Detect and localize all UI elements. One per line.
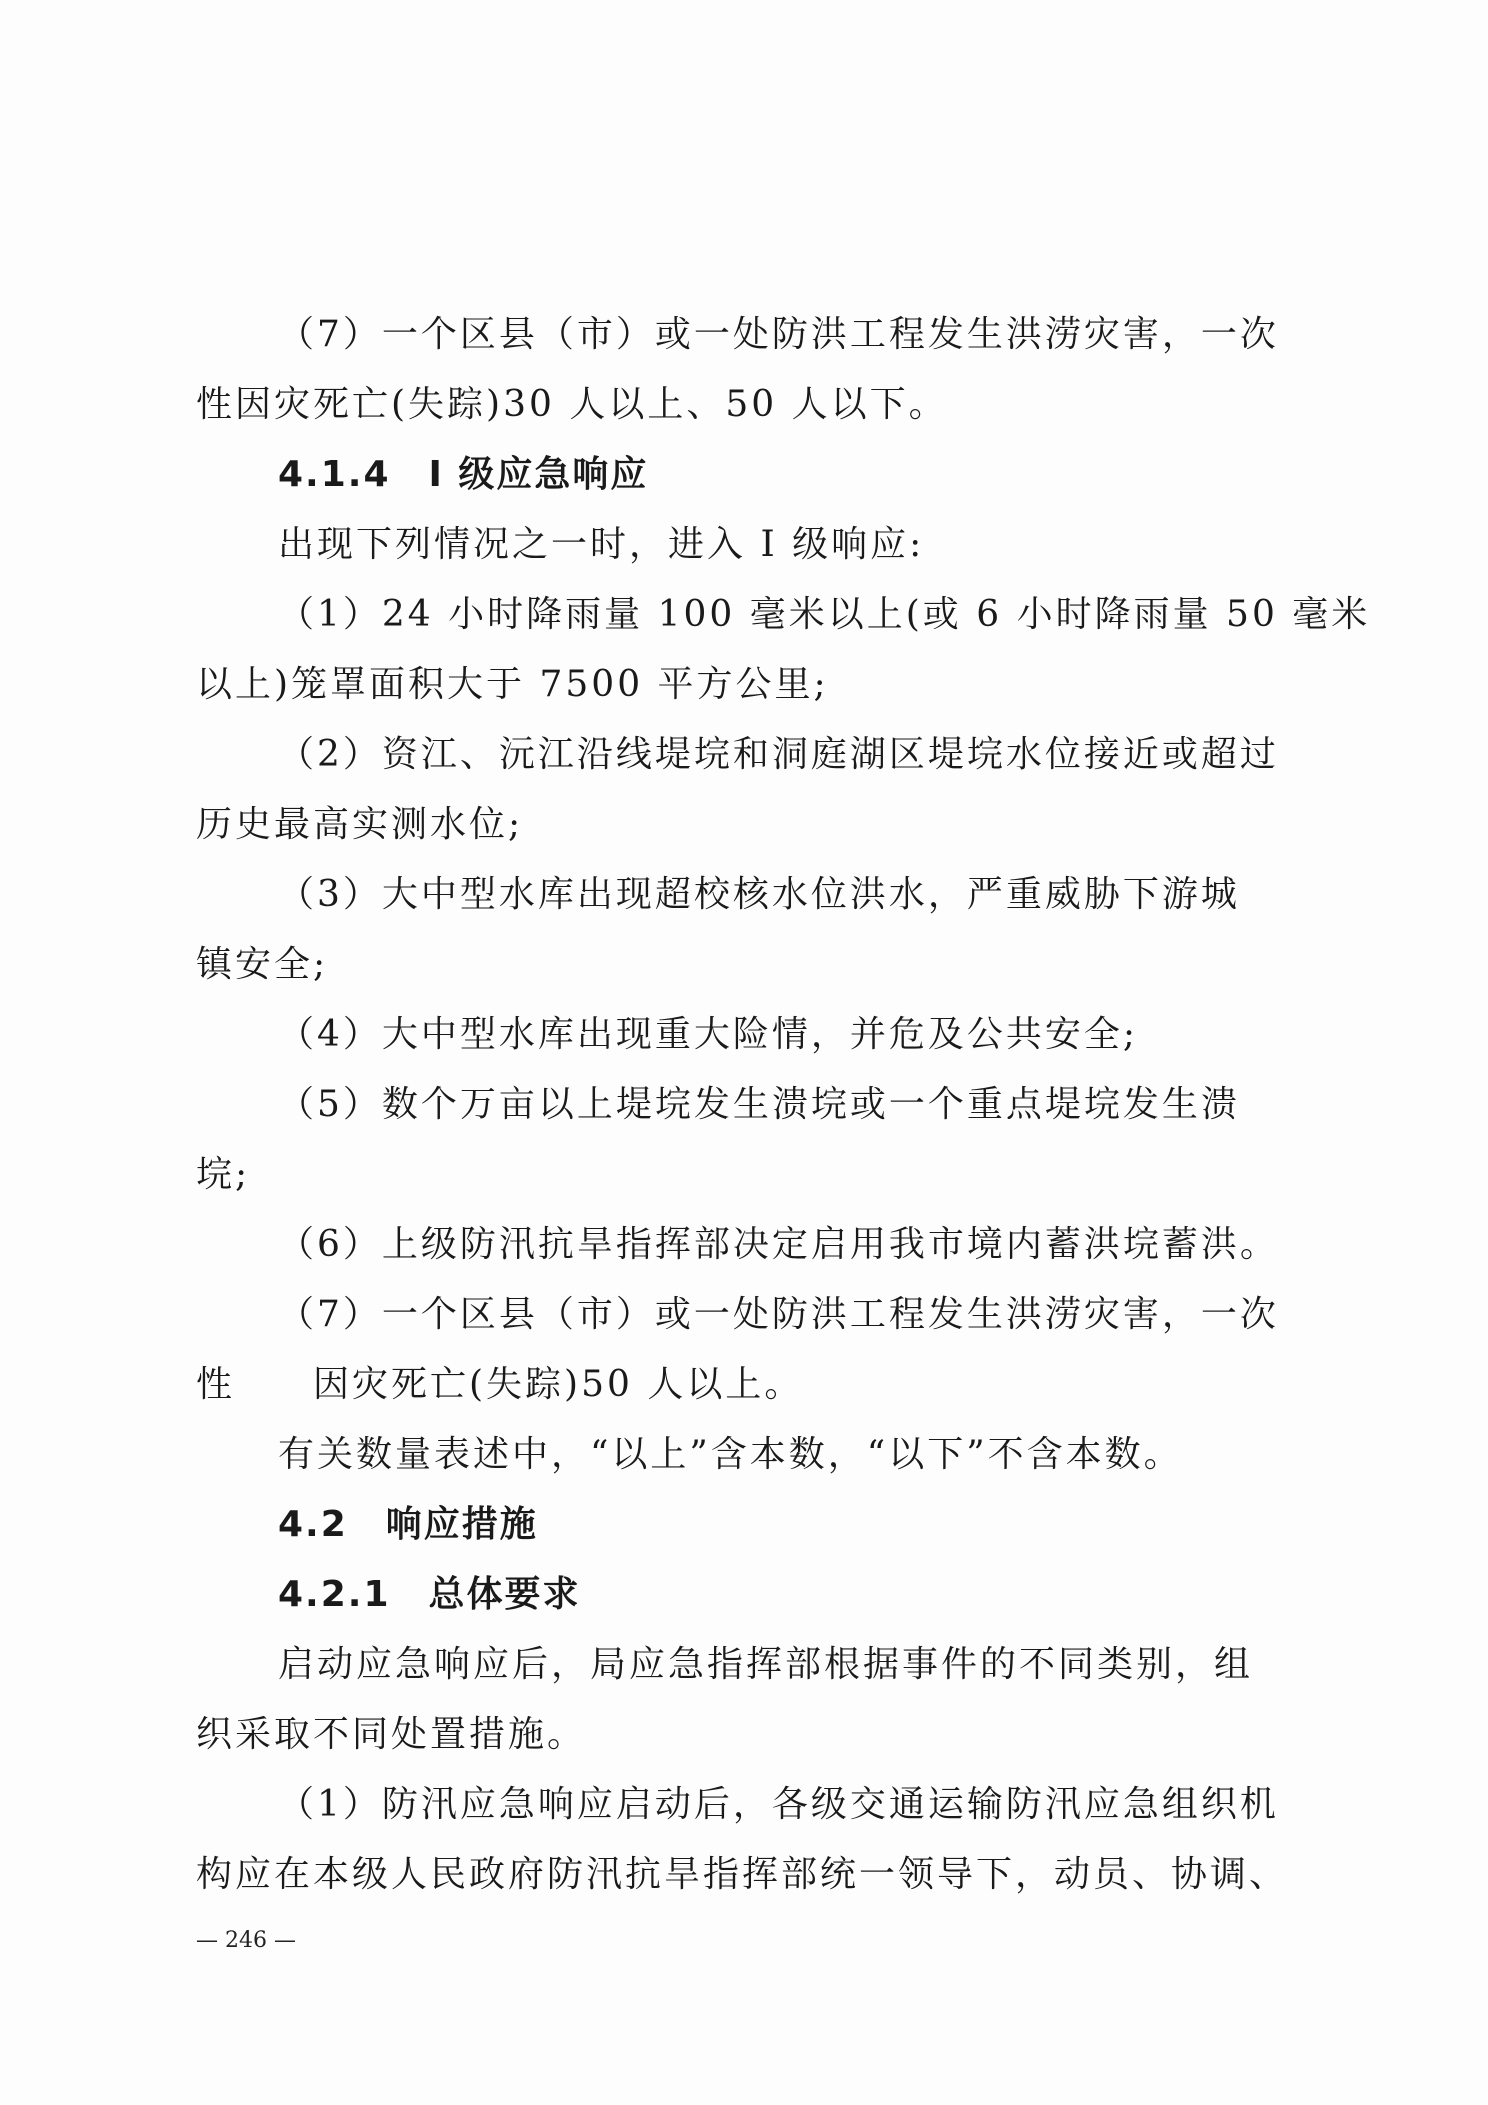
section-heading: 4.1.4 I 级应急响应	[278, 454, 649, 495]
subsection-heading: 4.2.1 总体要求	[278, 1574, 581, 1615]
text-fragment: 因灾死亡(失踪)50 人以上。	[313, 1364, 804, 1405]
document-body	[196, 300, 1371, 1910]
text-line: 垸;	[196, 1154, 251, 1195]
text-line: 性因灾死亡(失踪)30 人以上、50 人以下。	[196, 384, 948, 425]
text-line: 启动应急响应后，局应急指挥部根据事件的不同类别，组	[278, 1644, 1254, 1685]
text-line: （7）一个区县（市）或一处防洪工程发生洪涝灾害，一次	[278, 1294, 1279, 1335]
text-line: （1）24 小时降雨量 100 毫米以上(或 6 小时降雨量 50 毫米	[278, 594, 1371, 635]
section-heading: 4.2 响应措施	[278, 1504, 538, 1545]
page-number: — 246 —	[196, 1928, 296, 1953]
text-fragment: 性	[196, 1364, 236, 1405]
text-line: 以上)笼罩面积大于 7500 平方公里;	[196, 664, 829, 705]
text-line: （4）大中型水库出现重大险情，并危及公共安全;	[278, 1014, 1139, 1055]
text-line-split	[196, 1350, 1288, 1420]
text-line: （7）一个区县（市）或一处防洪工程发生洪涝灾害，一次	[278, 314, 1279, 355]
text-line: （5）数个万亩以上堤垸发生溃垸或一个重点堤垸发生溃	[278, 1084, 1240, 1125]
text-line: 构应在本级人民政府防汛抗旱指挥部统一领导下，动员、协调、	[196, 1854, 1289, 1895]
text-line: 历史最高实测水位;	[196, 804, 524, 845]
text-line: （2）资江、沅江沿线堤垸和洞庭湖区堤垸水位接近或超过	[278, 734, 1279, 775]
text-line: （1）防汛应急响应启动后，各级交通运输防汛应急组织机	[278, 1784, 1279, 1825]
text-line: 出现下列情况之一时，进入 I 级响应:	[278, 524, 925, 565]
text-line: （6）上级防汛抗旱指挥部决定启用我市境内蓄洪垸蓄洪。	[278, 1224, 1279, 1265]
text-line: 有关数量表述中，“以上”含本数，“以下”不含本数。	[278, 1434, 1183, 1475]
text-line: （3）大中型水库出现超校核水位洪水，严重威胁下游城	[278, 874, 1240, 915]
text-line: 织采取不同处置措施。	[196, 1714, 587, 1755]
text-line: 镇安全;	[196, 944, 329, 985]
